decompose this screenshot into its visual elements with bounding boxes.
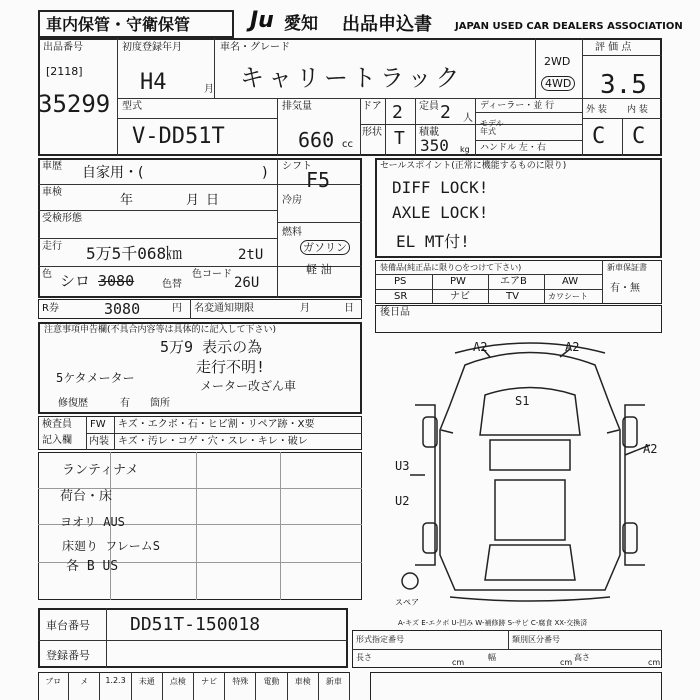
selling-line-1: DIFF LOCK! (392, 178, 489, 197)
car-diagram (395, 335, 665, 610)
ins-day: 日 (206, 193, 220, 208)
equip-pw: PW (450, 276, 466, 287)
inspection-label: 車検 (42, 187, 62, 198)
load-label: 積載 (419, 127, 439, 138)
chassis-value: DD51T-150018 (130, 614, 261, 635)
equip-aw: AW (562, 276, 579, 287)
newcar-value: 有・無 (610, 283, 640, 294)
chassis-label: 車台番号 (46, 619, 90, 632)
mark-u2: U2 (395, 494, 410, 508)
disp-label: 排気量 (282, 101, 312, 112)
int-value: C (632, 124, 646, 149)
first-reg-year: H4 (140, 70, 167, 95)
disp-value: 660 (298, 128, 335, 152)
mileage-note: 2tU (238, 247, 264, 263)
bottom-tag: 新車 (319, 672, 350, 700)
assoc-name: JAPAN USED CAR DEALERS ASSOCIATION (455, 21, 683, 32)
color-change-label: 色替 (162, 279, 182, 290)
load-value: 350 (420, 136, 449, 155)
bottom-tag: ナビ (194, 672, 225, 700)
history-value: 自家用・( (82, 165, 144, 181)
bottom-right-box (370, 672, 662, 700)
grid-note-4: 床廻り フレームS (62, 539, 160, 553)
lot-small: [2118] (46, 65, 83, 78)
grid-note-2: 荷台・床 (60, 489, 113, 504)
length-unit: cm (452, 658, 465, 667)
inspector-label-1: 検査員 (42, 419, 72, 430)
cooler-label: 冷房 (282, 195, 302, 206)
bottom-tag: 1.2.3 (100, 672, 131, 700)
r-unit: 円 (172, 303, 182, 314)
drive-2wd: 2WD (544, 55, 571, 68)
mileage-value: 5万5千068㎞ (86, 244, 183, 263)
grid-note-5: 各 B US (66, 559, 119, 574)
model-value: キャリートラック (240, 64, 464, 92)
later-items-frame (375, 305, 662, 333)
reg-label: 登録番号 (46, 649, 90, 662)
tax-month: 月 (300, 303, 310, 314)
color-label: 色 (42, 269, 52, 280)
selling-line-3: EL MT付! (396, 232, 470, 251)
bottom-tag: 車検 (288, 672, 319, 700)
shape-label: 形状 (362, 127, 382, 138)
mileage-label: 走行 (42, 241, 62, 252)
bottom-tag: 特殊 (225, 672, 256, 700)
equip-seat: カワシート (548, 292, 588, 301)
load-unit: kg (460, 145, 470, 154)
fuel-light: 軽 油 (306, 263, 332, 276)
seats-value: 2 (440, 102, 451, 123)
newcar-label: 新車保証書 (607, 263, 647, 272)
repair-part: 箇所 (150, 398, 170, 409)
caution-note-1: 5万9 表示の為 (160, 338, 263, 356)
ju-logo: Ju (250, 8, 274, 33)
ins-year: 年 (120, 193, 134, 208)
selling-line-2: AXLE LOCK! (392, 203, 489, 222)
drive-4wd: 4WD (541, 76, 575, 91)
equip-airbag: エアB (500, 276, 527, 287)
bottom-tag-strip (38, 672, 350, 700)
shift-value: F5 (306, 168, 331, 192)
type-approval-label: 受検形態 (42, 213, 82, 224)
fw-label: FW (90, 419, 106, 430)
caution-label: 注意事項申告欄(不具合内容等は具体的に記入して下さい) (44, 325, 277, 335)
mark-a2-front-left: A2 (473, 340, 488, 354)
bottom-tag: 電動 (256, 672, 287, 700)
int-inspect-items: キズ・汚レ・コゲ・穴・スレ・キレ・破レ (118, 436, 308, 447)
bottom-tag: メ (69, 672, 100, 700)
height-unit: cm (648, 658, 661, 667)
shift-label: シフト (282, 161, 312, 172)
color-value: シロ (60, 272, 91, 290)
lot-label: 出品番号 (43, 42, 83, 53)
shape-value: T (394, 128, 405, 149)
selling-label: セールスポイント(正常に機能するものに限り) (380, 161, 567, 171)
color-struck: 3080 (98, 272, 135, 290)
later-items-label: 後日品 (380, 307, 410, 318)
width-unit: cm (560, 658, 573, 667)
model-year-label: モデル 年式 (480, 119, 504, 136)
grade-label: 評 価 点 (595, 42, 632, 53)
doors-value: 2 (392, 102, 403, 123)
disp-unit: cc (342, 139, 353, 150)
handle-label: ハンドル 左・右 (480, 143, 546, 153)
type-value: V-DD51T (132, 124, 225, 149)
color-code-value: 26U (234, 275, 260, 291)
model-label: 車名・グレード (220, 42, 290, 53)
brand-pref: 愛知 (284, 14, 318, 34)
equip-sr: SR (394, 291, 408, 302)
bottom-tag: 点検 (163, 672, 194, 700)
mark-a2-front-right: A2 (565, 340, 580, 354)
ins-month: 月 (186, 193, 200, 208)
width-label: 幅 (488, 653, 496, 662)
repair-value: 有 (120, 398, 130, 409)
first-reg-month: 月 (204, 84, 214, 95)
r-value: 3080 (104, 300, 141, 318)
storage-title-box (38, 10, 234, 38)
mark-a2-side: A2 (643, 442, 658, 456)
caution-note-2: 走行不明! (196, 358, 266, 376)
form-title: 出品申込書 (342, 14, 432, 35)
first-reg-label: 初度登録年月 (122, 42, 182, 53)
bottom-tag: 未通 (132, 672, 163, 700)
grid-note-1: ランティナメ (62, 463, 139, 478)
seats-unit: 人 (463, 113, 473, 124)
doors-label: ドア (362, 101, 382, 112)
mark-s1: S1 (515, 394, 530, 408)
mark-u3: U3 (395, 459, 410, 473)
caution-note-3: メーター改ざん車 (200, 379, 297, 393)
ext-value: C (592, 124, 606, 149)
equip-tv: TV (506, 291, 519, 302)
int-inspect-label: 内装 (89, 436, 109, 447)
fw-items: キズ・エクボ・石・ヒビ割・リペア跡・X要 (118, 419, 315, 430)
type-label: 型式 (122, 101, 142, 112)
int-label: 内 装 (627, 105, 648, 115)
ext-label: 外 装 (586, 105, 607, 115)
spare-label: スペア (395, 598, 419, 607)
bottom-tag: ブロ (38, 672, 69, 700)
grid-note-3: ヨオリ AUS (60, 515, 125, 529)
seats-label: 定員 (419, 101, 439, 112)
color-code-label: 色コード (192, 269, 232, 280)
damage-legend: A-キズ E-エクボ U-凹み W-補修跡 S-サビ C-腐食 XX-交換済 (398, 619, 588, 627)
tax-label: 名変通知期限 (194, 303, 254, 314)
history-label: 車歴 (42, 161, 62, 172)
inspector-label-2: 記入欄 (42, 435, 72, 446)
class-label: 類別区分番号 (512, 635, 560, 644)
equipment-label: 装備品(純正品に限り○をつけて下さい) (380, 263, 522, 272)
r-label: R券 (42, 303, 59, 314)
fuel-value: ガソリン (300, 240, 350, 255)
storage-title: 車内保管・守衛保管 (46, 15, 191, 34)
shape-spec-label: 形式指定番号 (356, 635, 404, 644)
dealer-label: ディーラー・並 行 (480, 101, 555, 111)
equip-ps: PS (394, 276, 407, 287)
lot-number: 35299 (38, 90, 111, 118)
grade-value: 3.5 (600, 70, 647, 100)
equip-navi: ナビ (450, 291, 470, 302)
length-label: 長さ (356, 653, 372, 662)
caution-note-4: 5ケタメーター (56, 371, 135, 385)
fuel-label: 燃料 (282, 227, 302, 238)
repair-label: 修復歴 (58, 398, 88, 409)
history-close: ) (262, 165, 268, 181)
height-label: 高さ (574, 653, 590, 662)
tax-day: 日 (344, 303, 354, 314)
